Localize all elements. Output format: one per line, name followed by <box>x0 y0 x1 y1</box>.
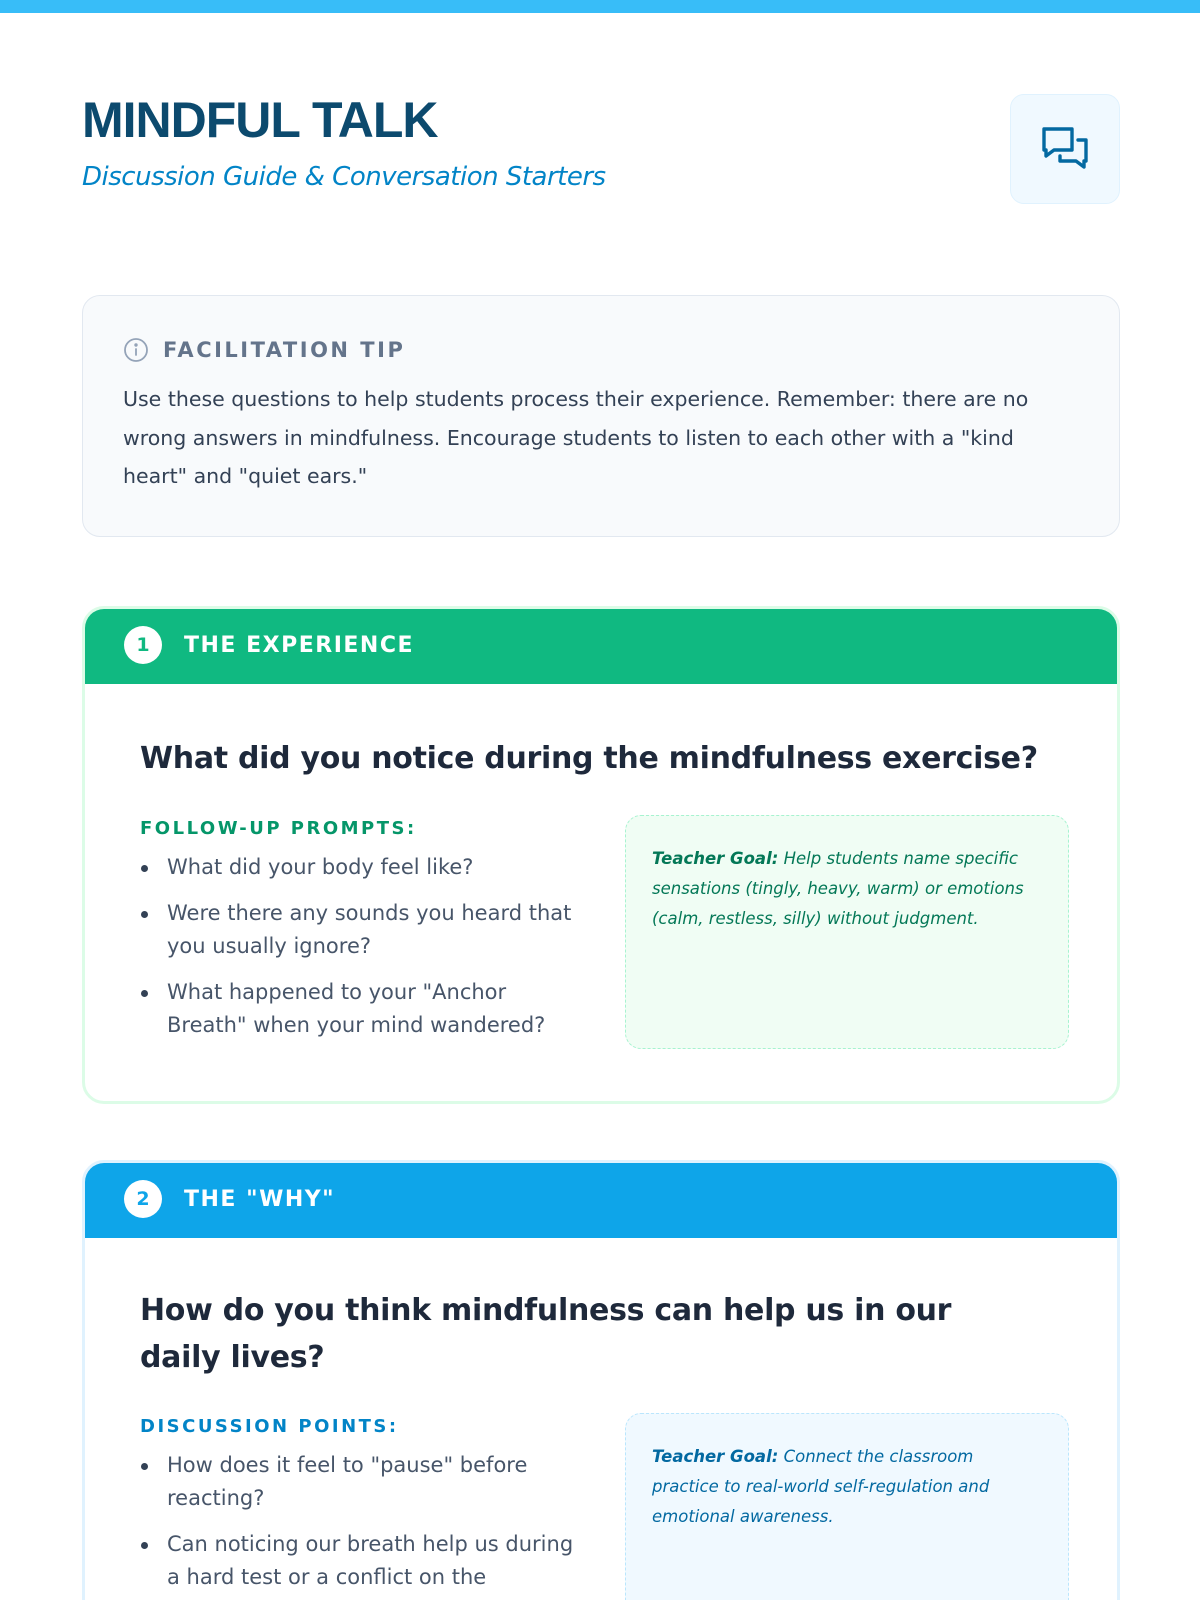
page-header <box>82 92 1120 204</box>
list-item: What happened to your "Anchor Breath" when your mind wandered? <box>140 976 580 1042</box>
teacher-goal-box <box>625 1413 1069 1600</box>
list-item: How does it feel to "pause" before reacting? <box>140 1449 580 1515</box>
prompts-label: DISCUSSION POINTS: <box>140 1416 399 1437</box>
section-question: What did you notice during the mindfulness exercise? <box>140 741 1038 776</box>
section-card-experience <box>82 606 1120 1104</box>
section-title: THE "WHY" <box>184 1186 336 1212</box>
list-item: Can noticing our breath help us during a hard test or a conflict on the <box>140 1528 580 1594</box>
section-header <box>82 1160 1120 1238</box>
chat-bubbles-icon <box>1010 94 1120 204</box>
section-number-badge: 2 <box>124 1180 162 1218</box>
tip-body: Use these questions to help students process their experience. Remember: there are no wrong answers in mindfulness. Encourage students to listen to each other with a "kind heart" and "quiet ears." <box>123 387 1029 488</box>
list-item: Were there any sounds you heard that you usually ignore? <box>140 897 580 963</box>
section-number-badge: 1 <box>124 626 162 664</box>
section-question: How do you think mindfulness can help us in our daily lives? <box>140 1293 952 1375</box>
page-subtitle: Discussion Guide & Conversation Starters <box>82 162 606 192</box>
facilitation-tip-box <box>82 295 1120 537</box>
prompts-list <box>140 851 580 1055</box>
goal-label: Teacher Goal: <box>652 849 779 868</box>
section-header <box>82 606 1120 684</box>
tip-label: FACILITATION TIP <box>163 338 406 362</box>
info-icon <box>123 337 149 363</box>
section-card-why <box>82 1160 1120 1600</box>
section-title: THE EXPERIENCE <box>184 632 414 658</box>
top-accent-bar <box>0 0 1200 13</box>
goal-text: Connect the classroom practice to real-world self-regulation and emotional awareness. <box>652 1447 990 1526</box>
page-title: MINDFUL TALK <box>82 92 438 148</box>
goal-text: Help students name specific sensations (tingly, heavy, warm) or emotions (calm, restless, silly) without judgment. <box>652 849 1024 928</box>
prompts-list <box>140 1449 580 1600</box>
teacher-goal-box <box>625 815 1069 1049</box>
goal-label: Teacher Goal: <box>652 1447 779 1466</box>
prompts-label: FOLLOW-UP PROMPTS: <box>140 818 417 839</box>
list-item: What did your body feel like? <box>140 851 580 884</box>
